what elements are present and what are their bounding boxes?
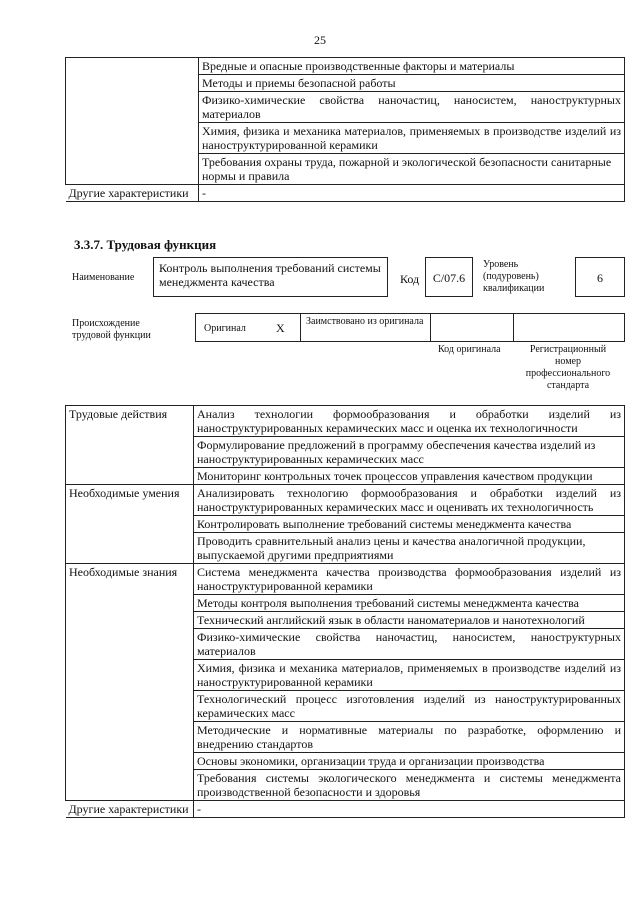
divider bbox=[430, 314, 431, 341]
table-cell: Система менеджмента качества производства формообразования изделий из наноструктурированной керамики bbox=[194, 564, 625, 595]
level-label: Уровень (подуровень) квалификации bbox=[483, 259, 545, 294]
table-row bbox=[66, 437, 625, 468]
original-label: Оригинал bbox=[204, 323, 246, 334]
table-row bbox=[66, 722, 625, 753]
table-cell: Технологический процесс изготовления изделий из наноструктурированных керамических масс bbox=[194, 691, 625, 722]
table-row bbox=[66, 564, 625, 595]
table-cell: Вредные и опасные производственные факторы и материалы bbox=[199, 58, 625, 75]
table-cell: Физико-химические свойства наночастиц, наносистем, наноструктурных материалов bbox=[194, 629, 625, 660]
page-number: 25 bbox=[314, 33, 326, 47]
table-row bbox=[66, 612, 625, 629]
code-label: Код bbox=[400, 272, 420, 286]
table-cell: Формулирование предложений в программу обеспечения качества изделий из наноструктурированных керамических масс bbox=[194, 437, 625, 468]
other-characteristics-label: Другие характеристики bbox=[66, 185, 199, 202]
table-cell: Проводить сравнительный анализ цены и качества аналогичной продукции, выпускаемой другими предприятиями bbox=[194, 533, 625, 564]
table-row bbox=[66, 468, 625, 485]
function-details-table bbox=[65, 405, 625, 818]
table-cell: Методические и нормативные материалы по разработке, оформлению и внедрению стандартов bbox=[194, 722, 625, 753]
table-row bbox=[66, 660, 625, 691]
table-row bbox=[66, 406, 625, 437]
table-row bbox=[66, 154, 625, 185]
table-row bbox=[66, 595, 625, 612]
table-cell: Основы экономики, организации труда и организации производства bbox=[194, 753, 625, 770]
table-cell: Химия, физика и механика материалов, применяемых в производстве изделий из наноструктурированной керамики bbox=[194, 660, 625, 691]
table-row bbox=[66, 516, 625, 533]
table-row bbox=[66, 75, 625, 92]
section-title: 3.3.7. Трудовая функция bbox=[74, 237, 217, 252]
table-cell: Физико-химические свойства наночастиц, наносистем, наноструктурных материалов bbox=[199, 92, 625, 123]
table-row bbox=[66, 485, 625, 516]
table-cell: Мониторинг контрольных точек процессов управления качеством продукции bbox=[194, 468, 625, 485]
table-cell: Требования системы экологического менеджмента и системы менеджмента производственной безопасности и здоровья bbox=[194, 770, 625, 801]
table-row bbox=[66, 753, 625, 770]
table-cell: Контролировать выполнение требований системы менеджмента качества bbox=[194, 516, 625, 533]
level-value-box: 6 bbox=[575, 257, 625, 297]
divider bbox=[300, 314, 301, 341]
table-cell: Методы контроля выполнения требований системы менеджмента качества bbox=[194, 595, 625, 612]
divider bbox=[513, 314, 514, 341]
table-cell: Анализ технологии формообразования и обработки изделий из наноструктурированных керамических масс и оценка их технологичности bbox=[194, 406, 625, 437]
top-knowledge-table bbox=[65, 57, 625, 202]
name-label: Наименование bbox=[72, 272, 135, 283]
table-row bbox=[66, 801, 625, 818]
table-cell: Химия, физика и механика материалов, применяемых в производстве изделий из наноструктурированной керамики bbox=[199, 123, 625, 154]
table-cell: Технический английский язык в области наноматериалов и нанотехнологий bbox=[194, 612, 625, 629]
group-label-skills: Необходимые умения bbox=[66, 485, 194, 516]
table-cell: Требования охраны труда, пожарной и экологической безопасности санитарные нормы и правила bbox=[199, 154, 625, 185]
table-row bbox=[66, 123, 625, 154]
group-label-actions: Трудовые действия bbox=[66, 406, 194, 437]
other-characteristics-value: - bbox=[199, 185, 625, 202]
table-row bbox=[66, 58, 625, 75]
table-row bbox=[66, 533, 625, 564]
table-row bbox=[66, 92, 625, 123]
other-characteristics-value: - bbox=[194, 801, 625, 818]
borrowed-label: Заимствовано из оригинала bbox=[306, 316, 424, 327]
table-cell: Анализировать технологию формообразования и обработки изделий из наноструктурированных керамических масс и оценивать их технологичность bbox=[194, 485, 625, 516]
original-mark: X bbox=[276, 321, 285, 335]
other-characteristics-label: Другие характеристики bbox=[66, 801, 194, 818]
table-row bbox=[66, 770, 625, 801]
reg-number-caption: Регистрационный номер профессионального стандарта bbox=[525, 344, 611, 391]
table-cell: Методы и приемы безопасной работы bbox=[199, 75, 625, 92]
origin-box bbox=[195, 313, 625, 342]
function-code-box: С/07.6 bbox=[425, 257, 473, 297]
group-label-knowledge: Необходимые знания bbox=[66, 564, 194, 595]
empty-label-cell bbox=[66, 58, 199, 75]
table-row bbox=[66, 185, 625, 202]
function-name-box: Контроль выполнения требований системы менеджмента качества bbox=[153, 257, 388, 297]
table-row bbox=[66, 629, 625, 660]
code-original-caption: Код оригинала bbox=[438, 344, 501, 355]
table-row bbox=[66, 691, 625, 722]
origin-label: Происхождение трудовой функции bbox=[72, 318, 151, 341]
